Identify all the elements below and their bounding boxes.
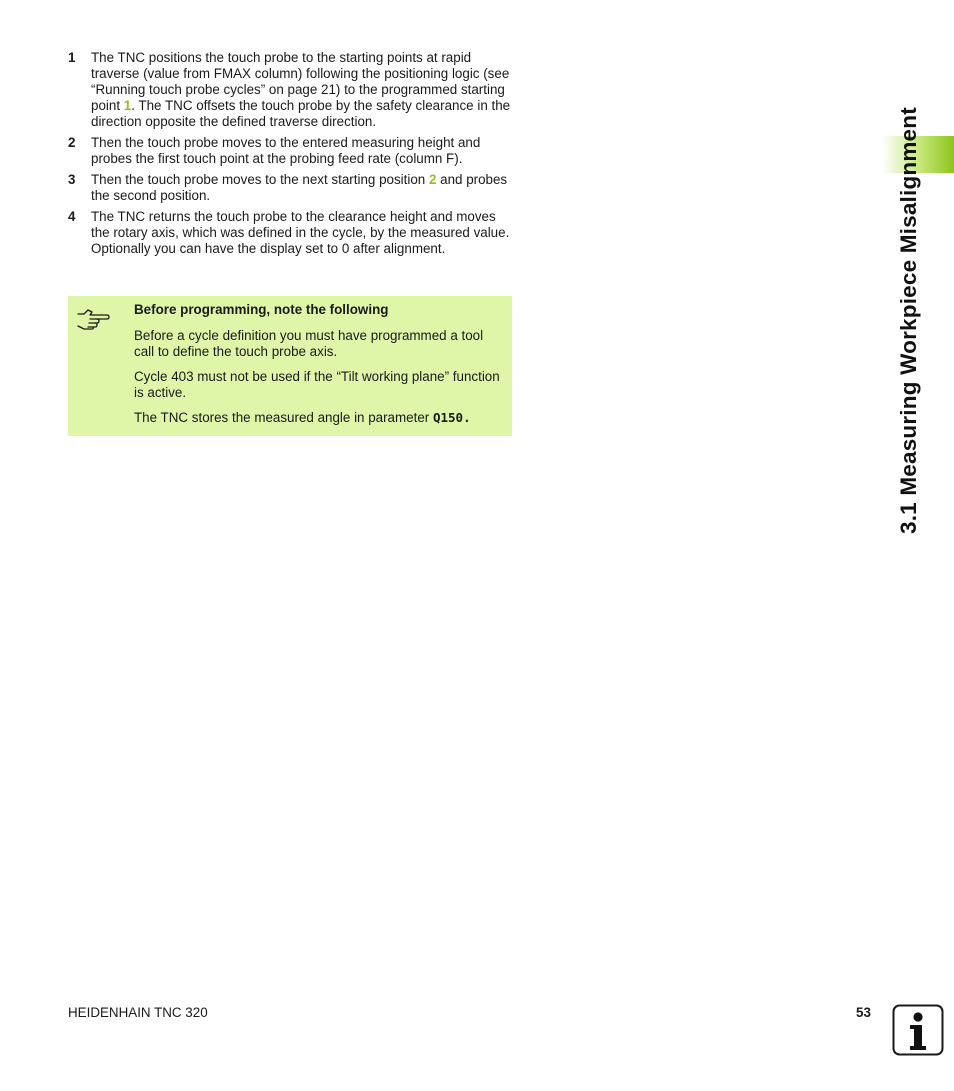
step-text: The TNC returns the touch probe to the clearance height and moves the rotary axis, which was defined in the cycle, by the measured value. Optionally you can have the display set to 0 after alignment.	[91, 209, 510, 256]
step-text: and probes the second position.	[91, 172, 508, 203]
step-text: The TNC positions the touch probe to the starting points at rapid traverse (value from FMAX column) following the positioning logic (see “Running touch probe cycles” on page 21) to the programmed starting point	[91, 50, 510, 113]
step-4	[68, 209, 512, 257]
chapter-title-text: 3.1 Measuring Workpiece Misalignment	[896, 107, 921, 534]
note-paragraph: Cycle 403 must not be used if the “Tilt working plane” function is active.	[134, 369, 500, 400]
parameter-code: Q150.	[432, 410, 471, 425]
note-text: The TNC stores the measured angle in parameter	[134, 410, 433, 425]
starting-point-ref: 2	[428, 172, 437, 187]
note-paragraph	[134, 410, 504, 426]
pointing-hand-icon	[76, 306, 110, 330]
note-paragraph: Before a cycle definition you must have programmed a tool call to define the touch probe axis.	[134, 328, 484, 359]
note-title: Before programming, note the following	[134, 302, 389, 317]
info-icon	[892, 1004, 944, 1056]
procedure-steps	[68, 50, 512, 262]
footer-product: HEIDENHAIN TNC 320	[68, 1005, 208, 1020]
step-3	[68, 172, 512, 204]
step-number: 1	[68, 50, 76, 65]
note-body	[134, 302, 504, 435]
starting-point-ref: 1	[123, 98, 132, 113]
step-number: 3	[68, 172, 76, 187]
step-text: Then the touch probe moves to the next starting position	[91, 172, 429, 187]
step-text: . The TNC offsets the touch probe by the safety clearance in the direction opposite the defined traverse direction.	[91, 98, 511, 129]
step-number: 2	[68, 135, 76, 150]
page-number: 53	[856, 1005, 871, 1020]
step-1	[68, 50, 512, 130]
step-2	[68, 135, 512, 167]
note-box	[68, 296, 512, 436]
step-text: Then the touch probe moves to the entered measuring height and probes the first touch point at the probing feed rate (column F).	[91, 135, 481, 166]
step-number: 4	[68, 209, 76, 224]
